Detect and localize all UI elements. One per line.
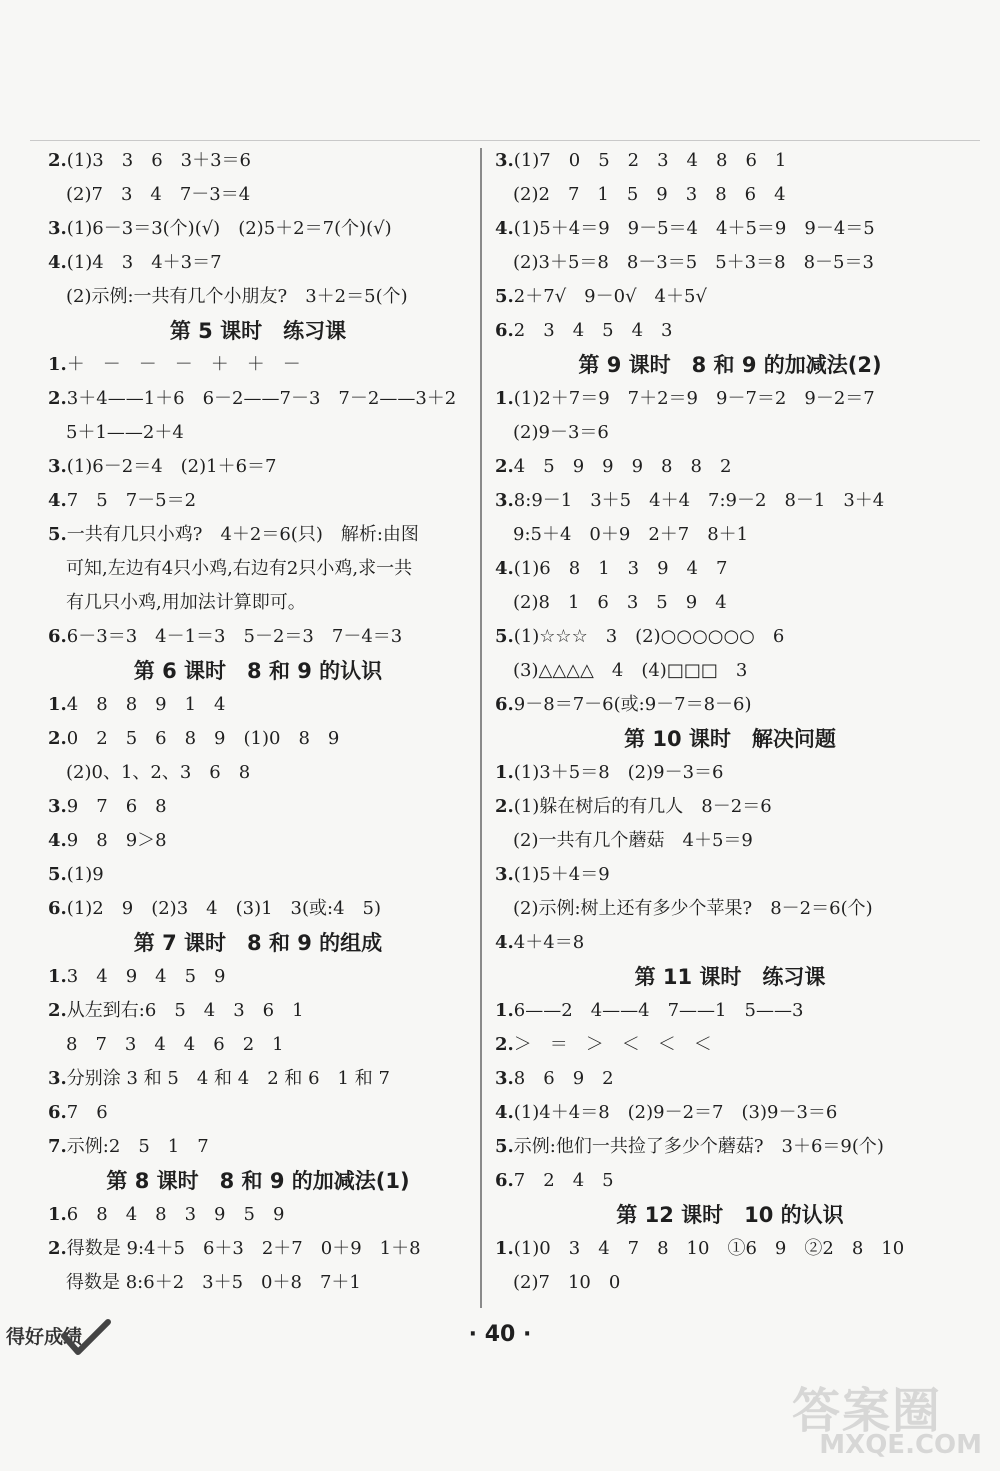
answer-line [495, 280, 965, 314]
question-number: 4. [495, 1102, 514, 1123]
answer-line [495, 144, 965, 178]
answer-text: (1)0 3 4 7 8 10 ①6 9 ②2 8 10 [513, 1238, 905, 1259]
brand-logo-text: 得好成绩 [6, 1326, 83, 1348]
column-divider [480, 148, 482, 1308]
question-number: 4. [495, 932, 514, 953]
answer-text: 分别涂 3 和 5 4 和 4 2 和 6 1 和 7 [66, 1068, 390, 1089]
answer-line [48, 382, 468, 416]
answer-text: (1)5＋4＝9 9－5＝4 4＋5＝9 9－4＝5 [513, 218, 875, 239]
answer-continuation [495, 892, 965, 926]
question-number: 3. [495, 150, 514, 171]
answer-continuation [48, 756, 468, 790]
answer-line [48, 688, 468, 722]
answer-line [495, 926, 965, 960]
answer-line [48, 246, 468, 280]
question-number: 4. [48, 830, 67, 851]
answer-text: (2)0、1、2、3 6 8 [66, 762, 251, 783]
right-column [495, 144, 965, 1300]
answer-text: 9 7 6 8 [66, 796, 167, 817]
answer-text: 可知,左边有4只小鸡,右边有2只小鸡,求一共 [66, 558, 413, 579]
answer-text: 9 8 9＞8 [66, 830, 167, 851]
answer-text: (2)3＋5＝8 8－3＝5 5＋3＝8 8－5＝3 [513, 252, 874, 273]
answer-text: 从左到右:6 5 4 3 6 1 [66, 1000, 304, 1021]
answer-text: ＞ ＝ ＞ ＜ ＜ ＜ [513, 1034, 712, 1055]
answer-text: 6 8 4 8 3 9 5 9 [66, 1204, 285, 1225]
answer-line [48, 620, 468, 654]
answer-line [48, 892, 468, 926]
answer-text: (1)2＋7＝9 7＋2＝9 9－7＝2 9－2＝7 [513, 388, 875, 409]
question-number: 7. [48, 1136, 67, 1157]
answer-line [495, 382, 965, 416]
question-number: 2. [48, 1238, 67, 1259]
answer-continuation [495, 586, 965, 620]
answer-line [48, 212, 468, 246]
question-number: 2. [48, 1000, 67, 1021]
answer-text: 6——2 4——4 7——1 5——3 [513, 1000, 804, 1021]
answer-text: (2)7 10 0 [513, 1272, 621, 1293]
answer-line [495, 688, 965, 722]
section-heading: 第 5 课时 练习课 [169, 319, 347, 343]
answer-line [495, 790, 965, 824]
section-heading: 第 9 课时 8 和 9 的加减法(2) [578, 353, 882, 377]
answer-continuation [48, 280, 468, 314]
answer-text: 8:9－1 3＋5 4＋4 7:9－2 8－1 3＋4 [513, 490, 885, 511]
question-number: 3. [48, 796, 67, 817]
answer-continuation [48, 416, 468, 450]
answer-text: 5＋1——2＋4 [66, 422, 184, 443]
question-number: 6. [48, 1102, 67, 1123]
answer-line [495, 450, 965, 484]
answer-text: (1)6－2＝4 (2)1＋6＝7 [66, 456, 277, 477]
question-number: 3. [48, 1068, 67, 1089]
question-number: 4. [48, 252, 67, 273]
answer-text: 4 8 8 9 1 4 [66, 694, 226, 715]
question-number: 2. [48, 388, 67, 409]
answer-continuation [48, 1028, 468, 1062]
answer-line [48, 450, 468, 484]
answer-continuation [48, 1266, 468, 1300]
answer-continuation [48, 586, 468, 620]
watermark-url: MXQE.COM [819, 1430, 982, 1460]
answer-line [495, 1028, 965, 1062]
answer-continuation [48, 552, 468, 586]
answer-line [495, 1232, 965, 1266]
answer-continuation [495, 246, 965, 280]
answer-text: (1)☆☆☆ 3 (2)○○○○○○ 6 [513, 626, 785, 647]
answer-text: 6－3＝3 4－1＝3 5－2＝3 7－4＝3 [66, 626, 403, 647]
answer-text: (1)5＋4＝9 [513, 864, 610, 885]
answer-text: 4 5 9 9 9 8 8 2 [513, 456, 732, 477]
answer-line [495, 552, 965, 586]
top-rule [30, 140, 980, 141]
answer-continuation [495, 518, 965, 552]
watermark-logo: 答案圈 [791, 1383, 942, 1439]
answer-line [495, 1164, 965, 1198]
question-number: 1. [48, 1204, 67, 1225]
answer-line [48, 484, 468, 518]
question-number: 1. [48, 354, 67, 375]
answer-text: 2 3 4 5 4 3 [513, 320, 673, 341]
answer-line [48, 144, 468, 178]
answer-line [48, 1232, 468, 1266]
answer-line [495, 484, 965, 518]
answer-text: 7 5 7－5＝2 [66, 490, 197, 511]
answer-line [48, 518, 468, 552]
question-number: 5. [495, 626, 514, 647]
question-number: 6. [48, 626, 67, 647]
answer-line [495, 620, 965, 654]
question-number: 6. [495, 694, 514, 715]
answer-text: ＋ － － － ＋ ＋ － [66, 354, 301, 375]
section-heading: 第 7 课时 8 和 9 的组成 [133, 931, 383, 955]
question-number: 3. [48, 218, 67, 239]
answer-line [495, 1130, 965, 1164]
answer-text: 9－8＝7－6(或:9－7＝8－6) [513, 694, 752, 715]
answer-text: (2)示例:一共有几个小朋友? 3＋2＝5(个) [66, 286, 408, 307]
answer-text: 2＋7√ 9－0√ 4＋5√ [513, 286, 707, 307]
question-number: 2. [48, 728, 67, 749]
answer-line [495, 212, 965, 246]
answer-text: 得数是 8:6＋2 3＋5 0＋8 7＋1 [66, 1272, 361, 1293]
answer-text: 7 2 4 5 [513, 1170, 614, 1191]
section-heading: 第 10 课时 解决问题 [624, 727, 836, 751]
page-number: · 40 · [468, 1322, 532, 1347]
answer-text: 3＋4——1＋6 6－2——7－3 7－2——3＋2 [66, 388, 457, 409]
answer-continuation [495, 824, 965, 858]
question-number: 4. [495, 218, 514, 239]
answer-text: (1)4＋4＝8 (2)9－2＝7 (3)9－3＝6 [513, 1102, 838, 1123]
answer-text: (2)一共有几个蘑菇 4＋5＝9 [513, 830, 753, 851]
question-number: 4. [495, 558, 514, 579]
answer-text: (2)8 1 6 3 5 9 4 [513, 592, 727, 613]
answer-text: (1)6－3＝3(个)(√) (2)5＋2＝7(个)(√) [66, 218, 392, 239]
answer-text: (1)3 3 6 3＋3＝6 [66, 150, 252, 171]
answer-text: 有几只小鸡,用加法计算即可。 [66, 592, 306, 613]
question-number: 6. [48, 898, 67, 919]
question-number: 5. [495, 286, 514, 307]
answer-line [48, 790, 468, 824]
question-number: 2. [48, 150, 67, 171]
answer-line [48, 824, 468, 858]
question-number: 3. [495, 864, 514, 885]
question-number: 1. [495, 388, 514, 409]
answer-text: 8 6 9 2 [513, 1068, 614, 1089]
question-number: 3. [495, 1068, 514, 1089]
question-number: 4. [48, 490, 67, 511]
question-number: 5. [48, 524, 67, 545]
answer-text: (1)7 0 5 2 3 4 8 6 1 [513, 150, 787, 171]
left-column [48, 144, 468, 1300]
answer-continuation [495, 178, 965, 212]
answer-continuation [495, 1266, 965, 1300]
question-number: 1. [48, 694, 67, 715]
answer-text: (2)7 3 4 7－3＝4 [66, 184, 251, 205]
answer-text: (2)9－3＝6 [513, 422, 609, 443]
answer-text: 示例:他们一共捡了多少个蘑菇? 3＋6＝9(个) [513, 1136, 884, 1157]
answer-line [495, 1062, 965, 1096]
answer-text: 8 7 3 4 4 6 2 1 [66, 1034, 284, 1055]
answer-text: 9:5＋4 0＋9 2＋7 8＋1 [513, 524, 749, 545]
answer-line [48, 1062, 468, 1096]
answer-text: 示例:2 5 1 7 [66, 1136, 209, 1157]
answer-text: (1)9 [66, 864, 104, 885]
question-number: 1. [48, 966, 67, 987]
question-number: 1. [495, 762, 514, 783]
answer-text: 得数是 9:4＋5 6＋3 2＋7 0＋9 1＋8 [66, 1238, 421, 1259]
question-number: 1. [495, 1238, 514, 1259]
answer-line [48, 348, 468, 382]
answer-continuation [495, 654, 965, 688]
watermark [742, 1372, 982, 1464]
question-number: 5. [48, 864, 67, 885]
section-heading: 第 6 课时 8 和 9 的认识 [133, 659, 383, 683]
answer-text: (1)3＋5＝8 (2)9－3＝6 [513, 762, 724, 783]
answer-line [495, 314, 965, 348]
answer-text: 3 4 9 4 5 9 [66, 966, 226, 987]
question-number: 6. [495, 1170, 514, 1191]
answer-line [495, 994, 965, 1028]
answer-text: 一共有几只小鸡? 4＋2＝6(只) 解析:由图 [66, 524, 419, 545]
answer-line [48, 994, 468, 1028]
answer-text: (1)躲在树后的有几人 8－2＝6 [513, 796, 772, 817]
answer-line [48, 960, 468, 994]
answer-line [48, 722, 468, 756]
answer-line [48, 1130, 468, 1164]
answer-line [48, 1198, 468, 1232]
answer-line [495, 756, 965, 790]
question-number: 2. [495, 1034, 514, 1055]
answer-continuation [495, 416, 965, 450]
answer-text: (2)2 7 1 5 9 3 8 6 4 [513, 184, 786, 205]
question-number: 3. [48, 456, 67, 477]
question-number: 6. [495, 320, 514, 341]
question-number: 2. [495, 456, 514, 477]
answer-line [48, 858, 468, 892]
answer-line [495, 858, 965, 892]
answer-text: (3)△△△△ 4 (4)□□□ 3 [513, 660, 748, 681]
answer-line [48, 1096, 468, 1130]
answer-text: (1)6 8 1 3 9 4 7 [513, 558, 728, 579]
question-number: 2. [495, 796, 514, 817]
question-number: 1. [495, 1000, 514, 1021]
answer-text: (2)示例:树上还有多少个苹果? 8－2＝6(个) [513, 898, 873, 919]
question-number: 5. [495, 1136, 514, 1157]
answer-text: (1)4 3 4＋3＝7 [66, 252, 222, 273]
section-heading: 第 8 课时 8 和 9 的加减法(1) [106, 1169, 410, 1193]
answer-continuation [48, 178, 468, 212]
question-number: 3. [495, 490, 514, 511]
answer-line [495, 1096, 965, 1130]
section-heading: 第 12 课时 10 的认识 [616, 1203, 844, 1227]
answer-text: (1)2 9 (2)3 4 (3)1 3(或:4 5) [66, 898, 382, 919]
answer-text: 4＋4＝8 [513, 932, 585, 953]
answer-text: 0 2 5 6 8 9 (1)0 8 9 [66, 728, 340, 749]
section-heading: 第 11 课时 练习课 [634, 965, 826, 989]
answer-text: 7 6 [66, 1102, 108, 1123]
